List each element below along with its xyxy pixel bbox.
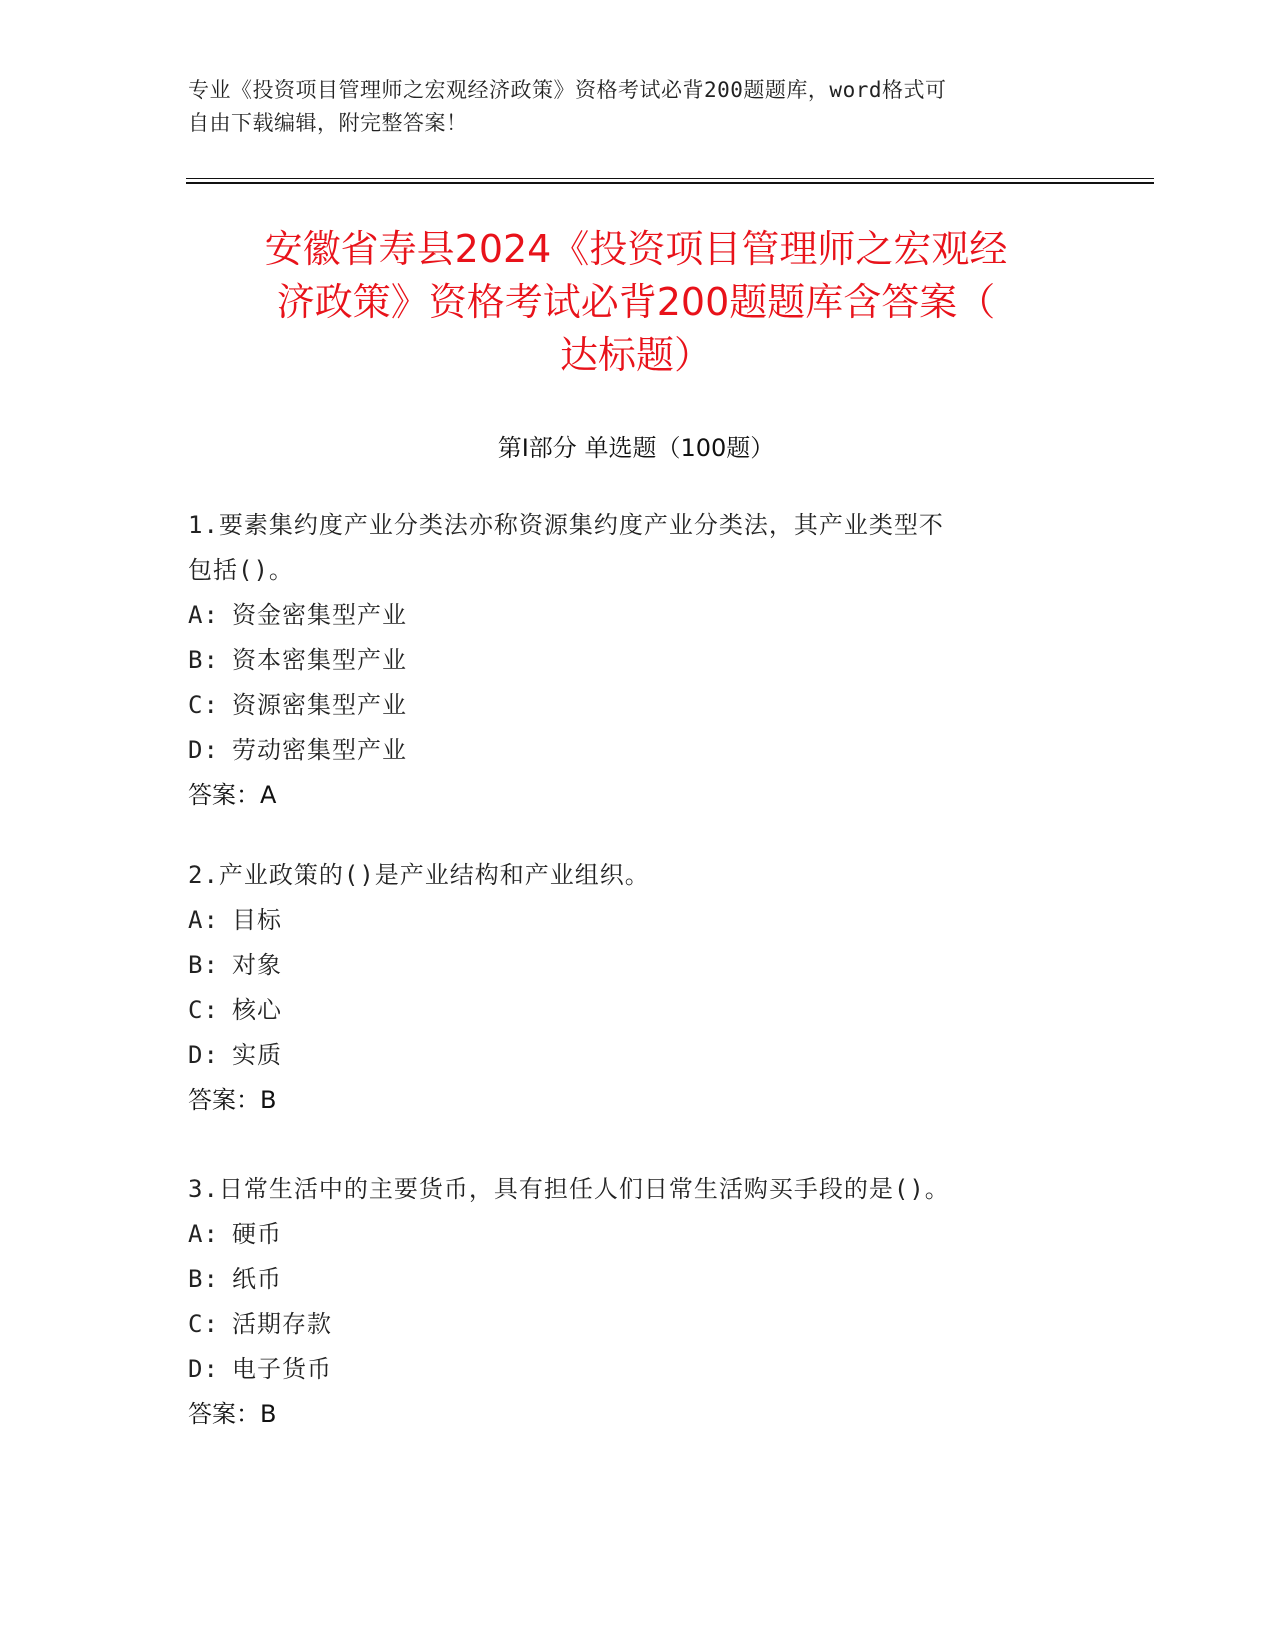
option-text: 资源密集型产业: [232, 691, 407, 719]
option-a: [188, 1212, 1088, 1257]
answer-line: 答案：A: [188, 781, 277, 809]
option-text: 资金密集型产业: [232, 601, 407, 629]
option-c: [188, 1302, 1088, 1347]
question-2: [188, 853, 1088, 1123]
option-text: 电子货币: [232, 1355, 332, 1383]
header-divider-thick: [186, 182, 1154, 184]
option-letter: C:: [188, 1310, 219, 1338]
option-letter: C:: [188, 996, 219, 1024]
question-1: [188, 503, 1088, 818]
option-letter: B:: [188, 646, 219, 674]
option-b: [188, 943, 1088, 988]
option-a: [188, 898, 1088, 943]
option-text: 活期存款: [232, 1310, 332, 1338]
option-text: 对象: [232, 951, 282, 979]
option-letter: A:: [188, 1220, 219, 1248]
option-d: [188, 1033, 1088, 1078]
option-text: 劳动密集型产业: [232, 736, 407, 764]
header-divider-thin: [186, 178, 1154, 179]
option-letter: D:: [188, 1355, 219, 1383]
option-text: 硬币: [232, 1220, 282, 1248]
option-text: 纸币: [232, 1265, 282, 1293]
answer-line: 答案：B: [188, 1400, 277, 1428]
option-letter: B:: [188, 951, 219, 979]
question-stem: 1.要素集约度产业分类法亦称资源集约度产业分类法，其产业类型不: [188, 511, 944, 539]
option-letter: C:: [188, 691, 219, 719]
question-3: [188, 1167, 1088, 1437]
question-stem-continued: 包括()。: [188, 556, 294, 584]
option-letter: A:: [188, 906, 219, 934]
title-line-2: 济政策》资格考试必背200题题库含答案（: [276, 280, 996, 324]
answer-line: 答案：B: [188, 1086, 277, 1114]
option-letter: D:: [188, 1041, 219, 1069]
option-letter: B:: [188, 1265, 219, 1293]
option-text: 核心: [232, 996, 282, 1024]
question-stem: 3.日常生活中的主要货币，具有担任人们日常生活购买手段的是()。: [188, 1175, 950, 1203]
header-note-line-1: 专业《投资项目管理师之宏观经济政策》资格考试必背200题题库，word格式可: [188, 78, 947, 102]
section-heading: 第Ⅰ部分 单选题（100题）: [497, 434, 775, 462]
title-line-1: 安徽省寿县2024《投资项目管理师之宏观经: [264, 227, 1008, 271]
title-line-3: 达标题）: [559, 333, 712, 377]
option-text: 实质: [232, 1041, 282, 1069]
question-stem: 2.产业政策的()是产业结构和产业组织。: [188, 861, 650, 889]
option-letter: D:: [188, 736, 219, 764]
option-c: [188, 988, 1088, 1033]
option-text: 资本密集型产业: [232, 646, 407, 674]
option-b: [188, 638, 1088, 683]
header-note-line-2: 自由下载编辑，附完整答案！: [188, 111, 468, 135]
option-a: [188, 593, 1088, 638]
option-d: [188, 1347, 1088, 1392]
option-d: [188, 728, 1088, 773]
option-b: [188, 1257, 1088, 1302]
header-note: [188, 74, 1068, 140]
option-text: 目标: [232, 906, 282, 934]
document-title: [186, 223, 1086, 382]
option-letter: A:: [188, 601, 219, 629]
option-c: [188, 683, 1088, 728]
